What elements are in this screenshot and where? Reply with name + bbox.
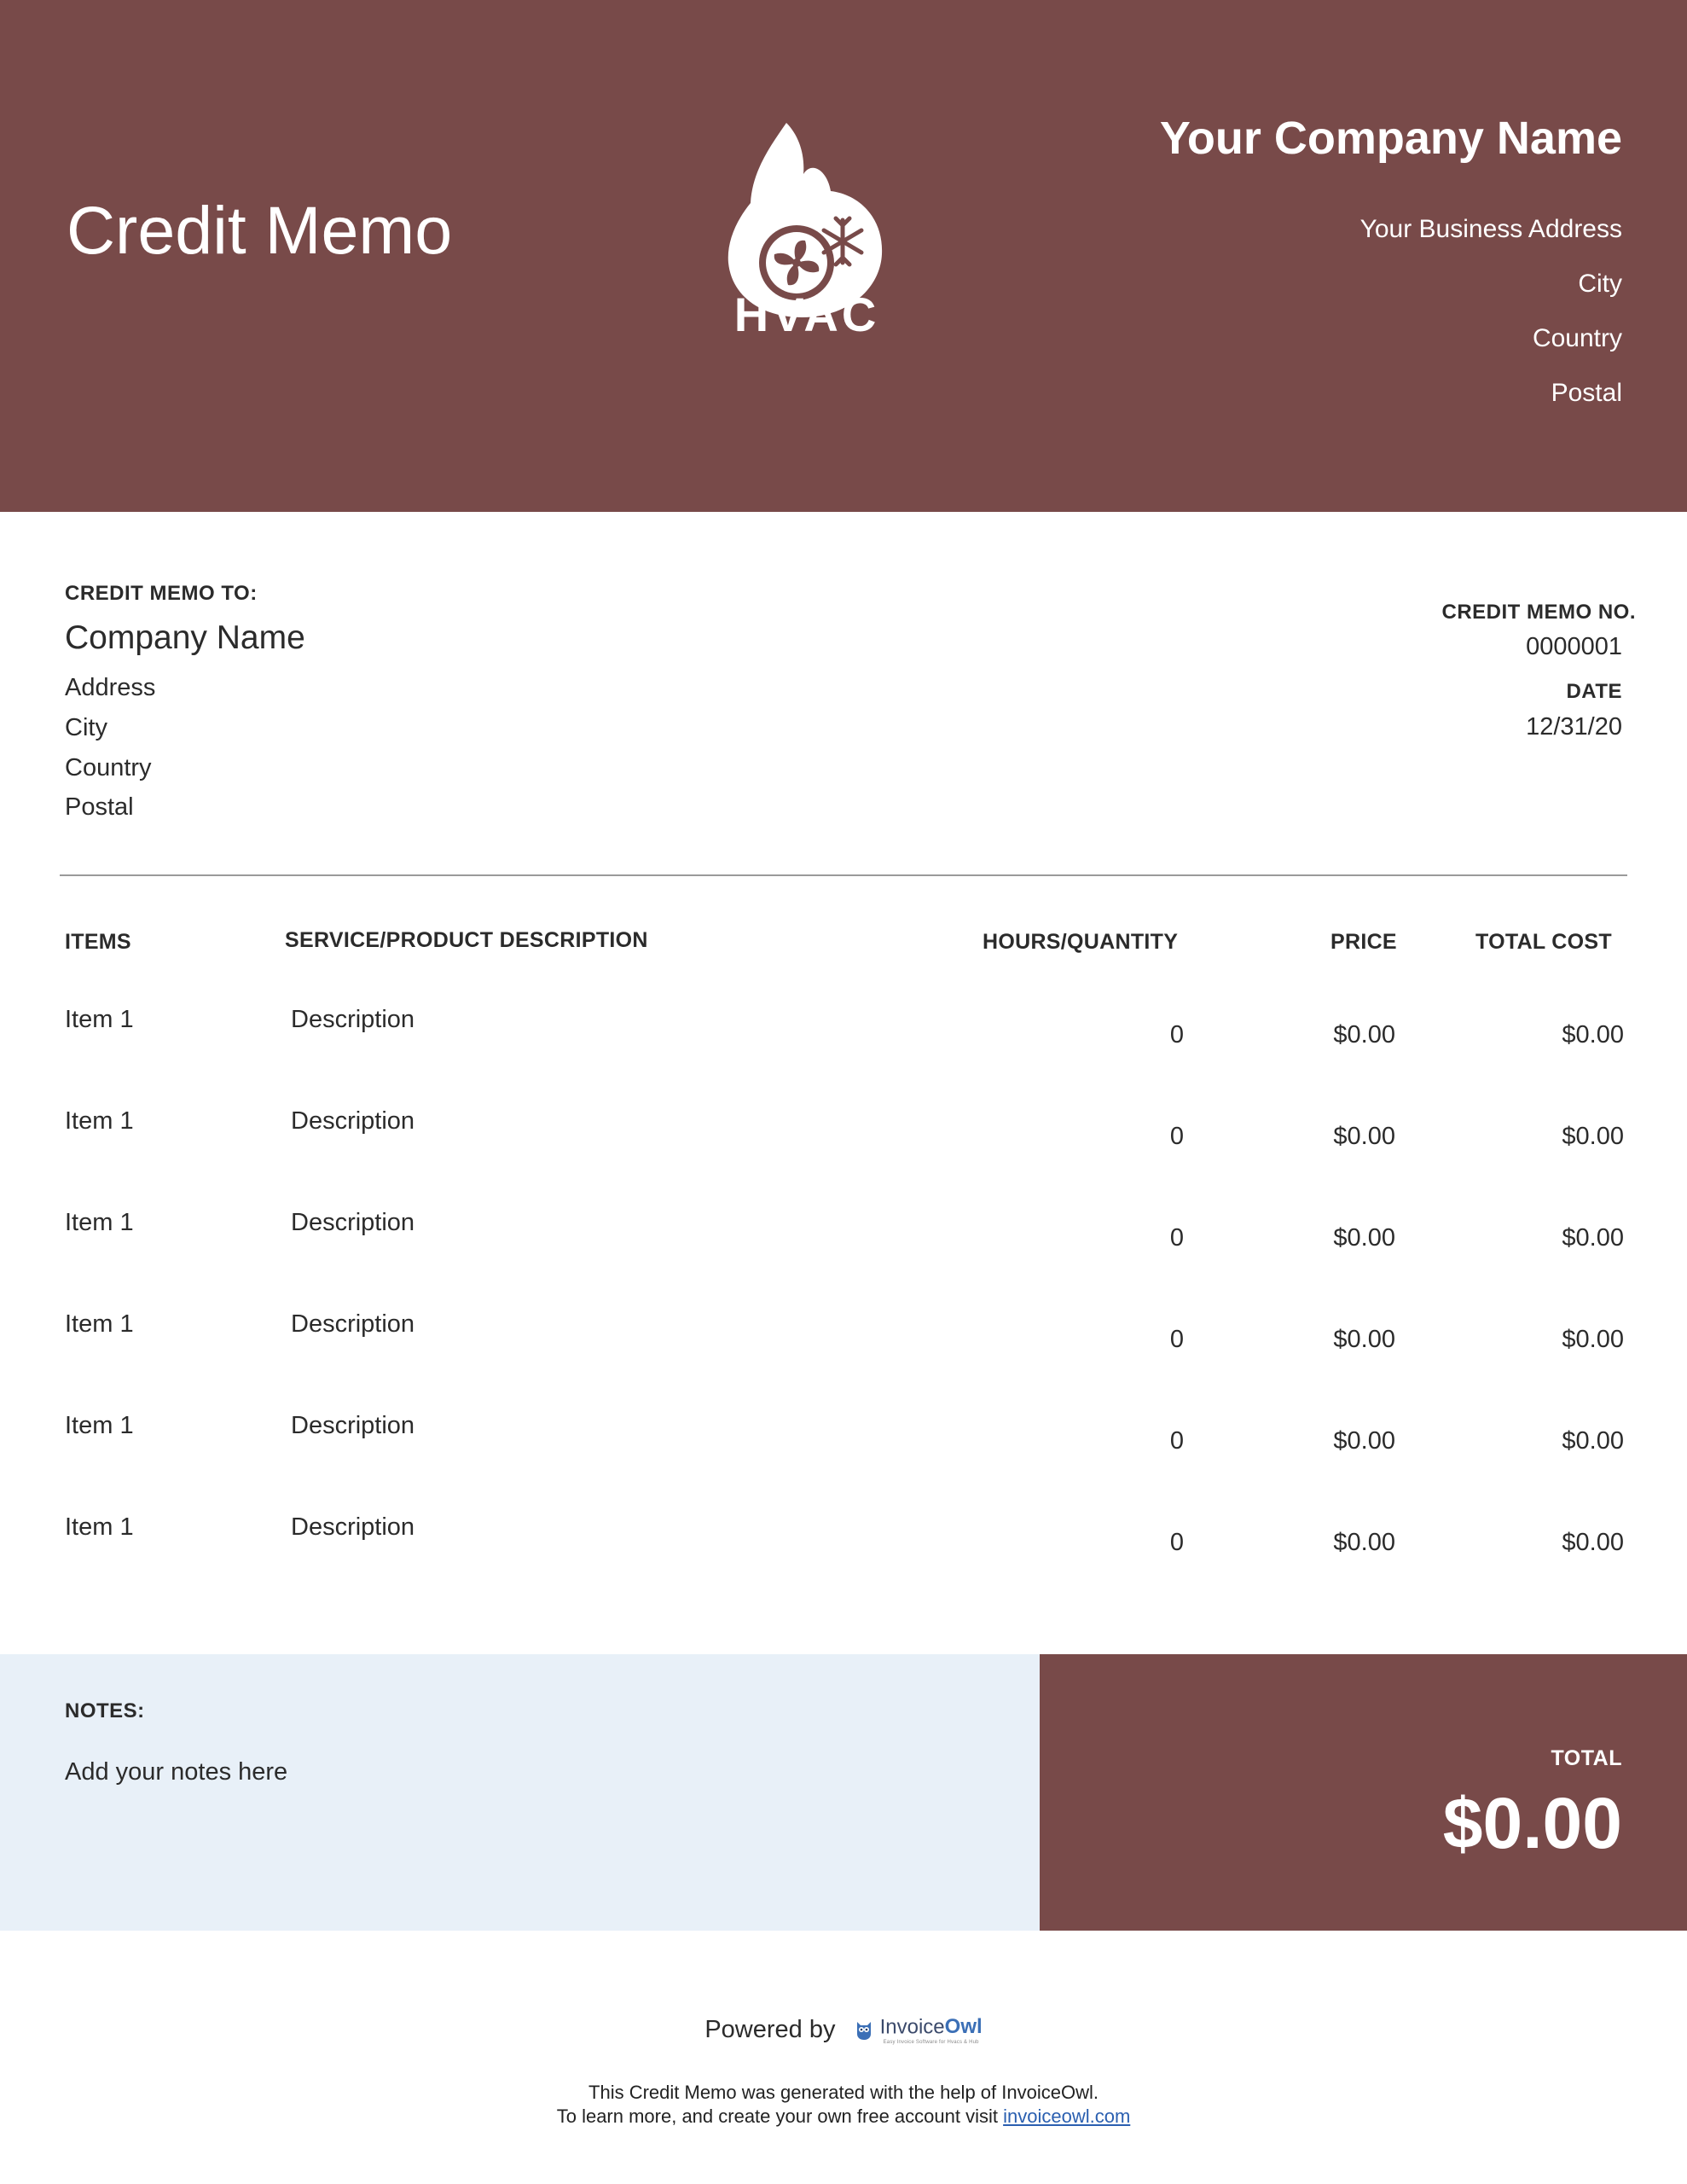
business-address: Your Business Address [1359,215,1622,243]
item-cell: Item 1 [65,1412,134,1439]
document-title: Credit Memo [67,192,453,268]
brand-owl: Owl [944,2015,983,2039]
total-label: TOTAL [1551,1746,1622,1770]
column-header-description: SERVICE/PRODUCT DESCRIPTION [285,928,648,952]
table-row [0,1006,1687,1057]
memo-number-label: CREDIT MEMO NO. [1441,601,1636,624]
quantity-cell: 0 [1169,1427,1184,1455]
hvac-logo [718,119,896,333]
quantity-cell: 0 [1169,1021,1184,1048]
description-cell: Description [291,1513,415,1541]
recipient-company: Company Name [65,619,305,656]
footer-signup [0,2106,1687,2128]
column-header-price: PRICE [1330,930,1397,954]
description-cell: Description [291,1310,415,1338]
recipient-postal: Postal [65,793,134,821]
total-cell: $0.00 [1562,1224,1624,1252]
total-panel [1040,1654,1687,1931]
company-name: Your Company Name [1159,113,1622,164]
quantity-cell: 0 [1169,1529,1184,1556]
recipient-label: CREDIT MEMO TO: [65,582,258,605]
price-cell: $0.00 [1333,1529,1395,1556]
item-cell: Item 1 [65,1513,134,1541]
description-cell: Description [291,1107,415,1135]
total-cell: $0.00 [1562,1021,1624,1048]
table-row [0,1412,1687,1463]
brand-tagline: Easy Invoice Software for Hvacs & Hub [883,2039,979,2045]
recipient-country: Country [65,754,152,781]
total-cell: $0.00 [1562,1427,1624,1455]
table-row [0,1107,1687,1159]
invoiceowl-link[interactable]: invoiceowl.com [1003,2106,1131,2127]
table-row [0,1310,1687,1362]
column-header-items: ITEMS [65,930,131,954]
notes-label: NOTES: [65,1699,145,1722]
owl-icon [855,2018,873,2041]
price-cell: $0.00 [1333,1224,1395,1252]
header-banner [0,0,1687,512]
description-cell: Description [291,1412,415,1439]
footer-signup-text: To learn more, and create your own free account visit [556,2106,998,2127]
item-cell: Item 1 [65,1209,134,1236]
item-cell: Item 1 [65,1107,134,1135]
date-value: 12/31/20 [1526,713,1622,741]
brand-invoice: Invoice [879,2015,945,2039]
item-cell: Item 1 [65,1006,134,1033]
section-divider [60,874,1627,876]
price-cell: $0.00 [1333,1326,1395,1353]
powered-by-text: Powered by [704,2015,836,2043]
notes-text: Add your notes here [65,1758,288,1786]
hvac-logo-text: HVAC [733,288,880,333]
total-cell: $0.00 [1562,1123,1624,1150]
description-cell: Description [291,1209,415,1236]
total-amount: $0.00 [1442,1783,1622,1863]
table-row [0,1513,1687,1565]
footer-note: This Credit Memo was generated with the help of InvoiceOwl. [588,2082,1099,2103]
total-cell: $0.00 [1562,1326,1624,1353]
memo-number: 0000001 [1526,633,1622,660]
date-label: DATE [1566,680,1622,703]
price-cell: $0.00 [1333,1123,1395,1150]
invoiceowl-brand [880,2015,983,2045]
total-cell: $0.00 [1562,1529,1624,1556]
notes-panel [0,1654,1040,1931]
price-cell: $0.00 [1333,1427,1395,1455]
quantity-cell: 0 [1169,1224,1184,1252]
column-header-total: TOTAL COST [1475,930,1612,954]
recipient-address: Address [65,674,156,701]
table-row [0,1209,1687,1260]
column-header-quantity: HOURS/QUANTITY [983,930,1179,954]
quantity-cell: 0 [1169,1326,1184,1353]
description-cell: Description [291,1006,415,1033]
business-city: City [1578,270,1622,298]
powered-by [0,2015,1687,2045]
price-cell: $0.00 [1333,1021,1395,1048]
business-country: Country [1532,324,1622,352]
business-postal: Postal [1551,379,1622,407]
recipient-city: City [65,714,107,741]
item-cell: Item 1 [65,1310,134,1338]
quantity-cell: 0 [1169,1123,1184,1150]
